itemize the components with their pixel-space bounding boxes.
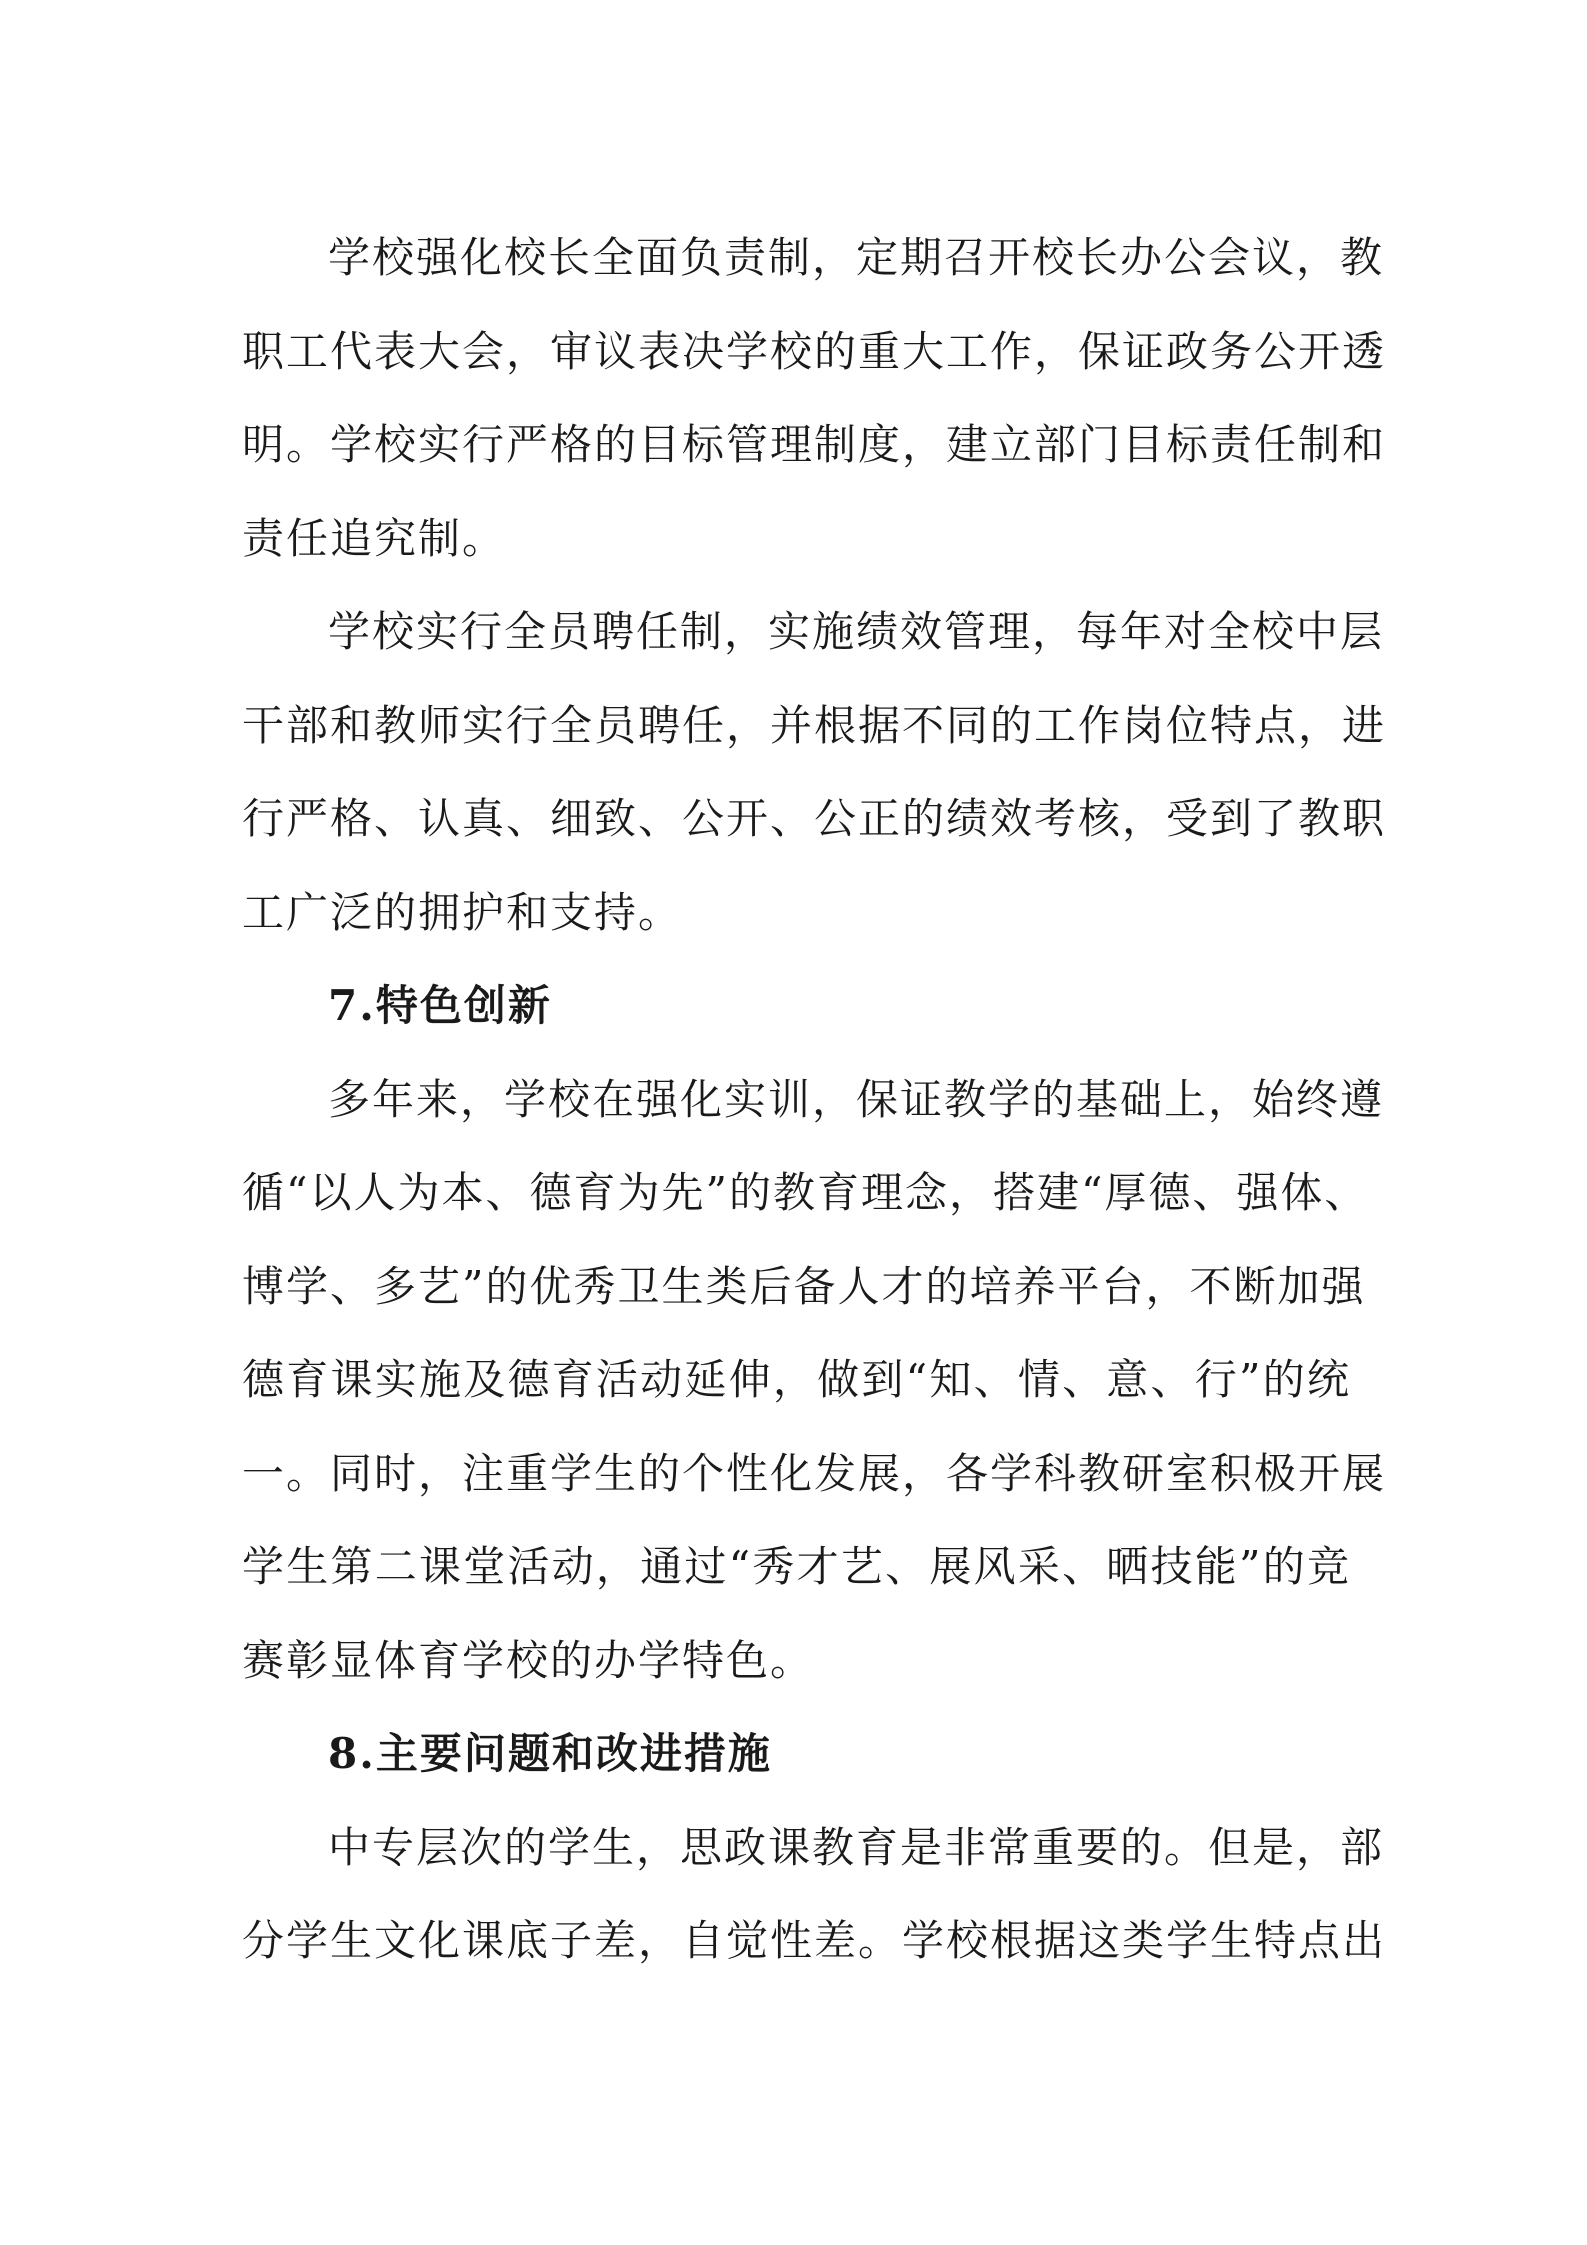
paragraph-appointment <box>242 585 1387 959</box>
text-line: 循“以人为本、德育为先”的教育理念，搭建“厚德、强体、 <box>242 1168 1369 1217</box>
text-line: 赛彰显体育学校的办学特色。 <box>242 1635 815 1685</box>
text-line: 博学、多艺”的优秀卫生类后备人才的培养平台，不断加强 <box>242 1261 1366 1311</box>
text-line: 学生第二课堂活动，通过“秀才艺、展风采、晒技能”的竞 <box>242 1542 1351 1591</box>
paragraph-innovation <box>242 1053 1387 1708</box>
text-line: 职工代表大会，审议表决学校的重大工作，保证政务公开透 <box>242 326 1387 376</box>
document-page <box>242 211 1387 1988</box>
section-heading-8: 8.主要问题和改进措施 <box>328 1729 772 1778</box>
text-line: 干部和教师实行全员聘任，并根据不同的工作岗位特点，进 <box>242 700 1387 750</box>
text-line: 分学生文化课底子差，自觉性差。学校根据这类学生特点出 <box>242 1916 1387 1965</box>
text-line: 责任追究制。 <box>242 513 507 563</box>
text-line: 学校实行全员聘任制，实施绩效管理，每年对全校中层 <box>328 607 1385 656</box>
text-line: 多年来，学校在强化实训，保证教学的基础上，始终遵 <box>328 1074 1385 1124</box>
paragraph-problems <box>242 1801 1387 1988</box>
text-line: 行严格、认真、细致、公开、公正的绩效考核，受到了教职 <box>242 794 1387 843</box>
text-line: 明。学校实行严格的目标管理制度，建立部门目标责任制和 <box>242 420 1387 469</box>
text-line: 工广泛的拥护和支持。 <box>242 887 683 937</box>
text-line: 德育课实施及德育活动延伸，做到“知、情、意、行”的统 <box>242 1355 1351 1404</box>
text-line: 中专层次的学生，思政课教育是非常重要的。但是，部 <box>328 1822 1385 1872</box>
section-heading-7: 7.特色创新 <box>328 981 552 1030</box>
text-line: 一。同时，注重学生的个性化发展，各学科教研室积极开展 <box>242 1448 1387 1498</box>
paragraph-leadership <box>242 211 1387 585</box>
text-line: 学校强化校长全面负责制，定期召开校长办公会议，教 <box>328 233 1385 282</box>
